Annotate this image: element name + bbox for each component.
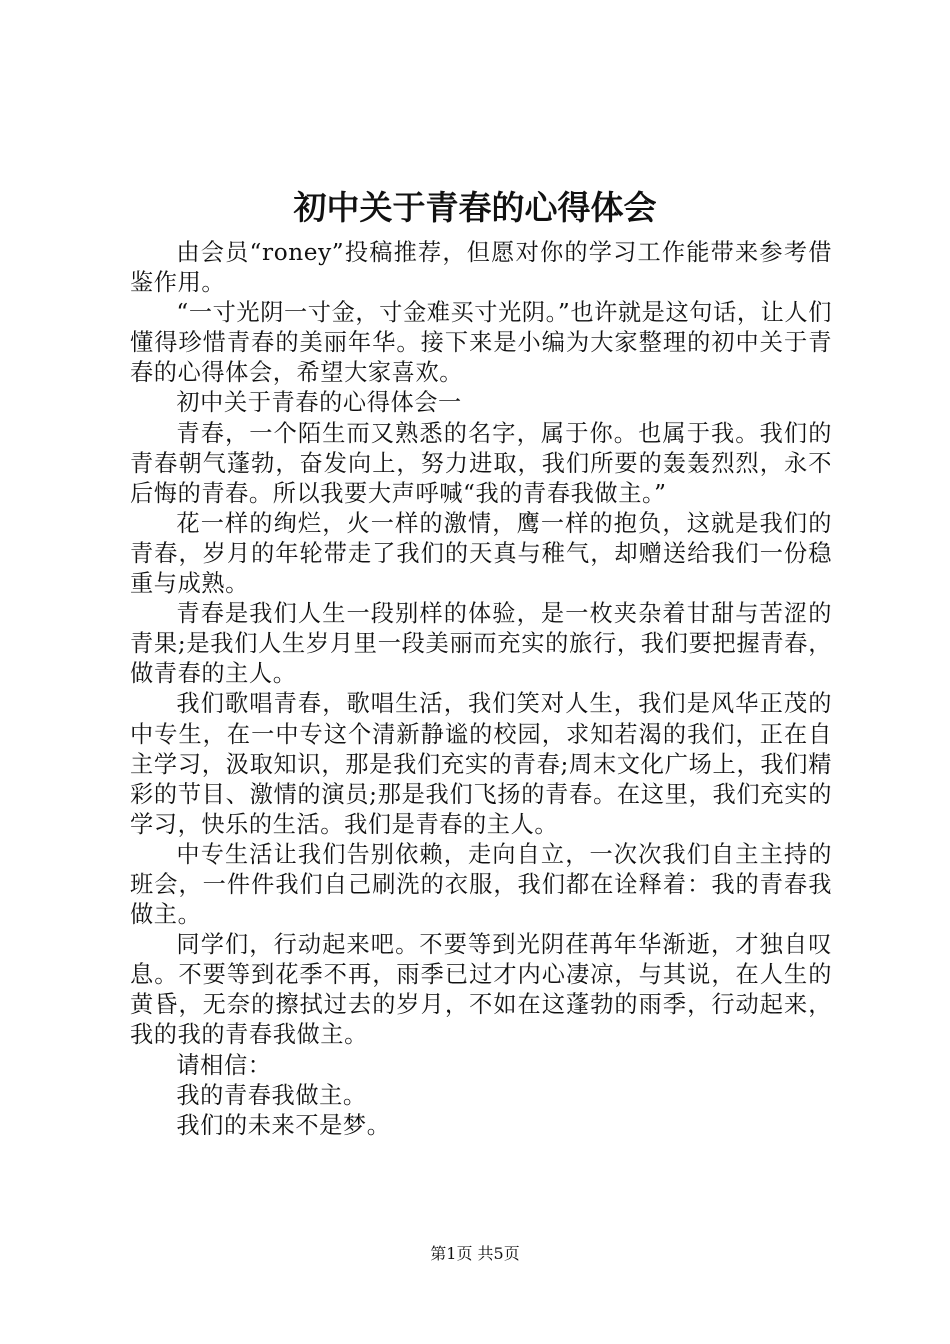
paragraph: 中专生活让我们告别依赖，走向自立，一次次我们自主主持的班会，一件件我们自己刷洗的衣服，我们都在诠释着：我的青春我做主。	[130, 840, 832, 929]
section-heading: 初中关于青春的心得体会一	[176, 389, 462, 417]
paragraph: 青春是我们人生一段别样的体验，是一枚夹杂着甘甜与苦涩的青果;是我们人生岁月里一段美丽而充实的旅行，我们要把握青春，做青春的主人。	[130, 600, 832, 688]
paragraph-short: 我的青春我做主。	[176, 1081, 367, 1109]
page-footer: 第1页 共5页	[430, 1244, 520, 1263]
paragraph: 青春，一个陌生而又熟悉的名字，属于你。也属于我。我们的青春朝气蓬勃，奋发向上，努力进取，我们所要的轰轰烈烈，永不后悔的青春。所以我要大声呼喊“我的青春我做主。”	[130, 419, 832, 507]
paragraph-quote: “一寸光阴一寸金，寸金难买寸光阴。”也许就是这句话，让人们懂得珍惜青春的美丽年华。接下来是小编为大家整理的初中关于青春的心得体会，希望大家喜欢。	[130, 299, 832, 387]
paragraph: 我们歌唱青春，歌唱生活，我们笑对人生，我们是风华正茂的中专生，在一中专这个清新静谧的校园，求知若渴的我们，正在自主学习，汲取知识，那是我们充实的青春;周末文化广场上，我们精彩的节目、激情的演员;那是我们飞扬的青春。在这里，我们充实的学习，快乐的生活。我们是青春的主人。	[130, 690, 832, 838]
paragraph: 同学们，行动起来吧。不要等到光阴荏苒年华渐逝，才独自叹息。不要等到花季不再，雨季已过才内心凄凉，与其说，在人生的黄昏，无奈的擦拭过去的岁月，不如在这蓬勃的雨季，行动起来，我的我的青春我做主。	[130, 931, 832, 1049]
paragraph: 花一样的绚烂，火一样的激情，鹰一样的抱负，这就是我们的青春，岁月的年轮带走了我们的天真与稚气，却赠送给我们一份稳重与成熟。	[130, 509, 832, 598]
document-body	[130, 238, 832, 1141]
document-title: 初中关于青春的心得体会	[293, 188, 657, 227]
paragraph-short: 请相信：	[176, 1051, 272, 1079]
paragraph-short: 我们的未来不是梦。	[176, 1111, 391, 1139]
paragraph-intro: 由会员“roney”投稿推荐，但愿对你的学习工作能带来参考借鉴作用。	[130, 239, 832, 297]
